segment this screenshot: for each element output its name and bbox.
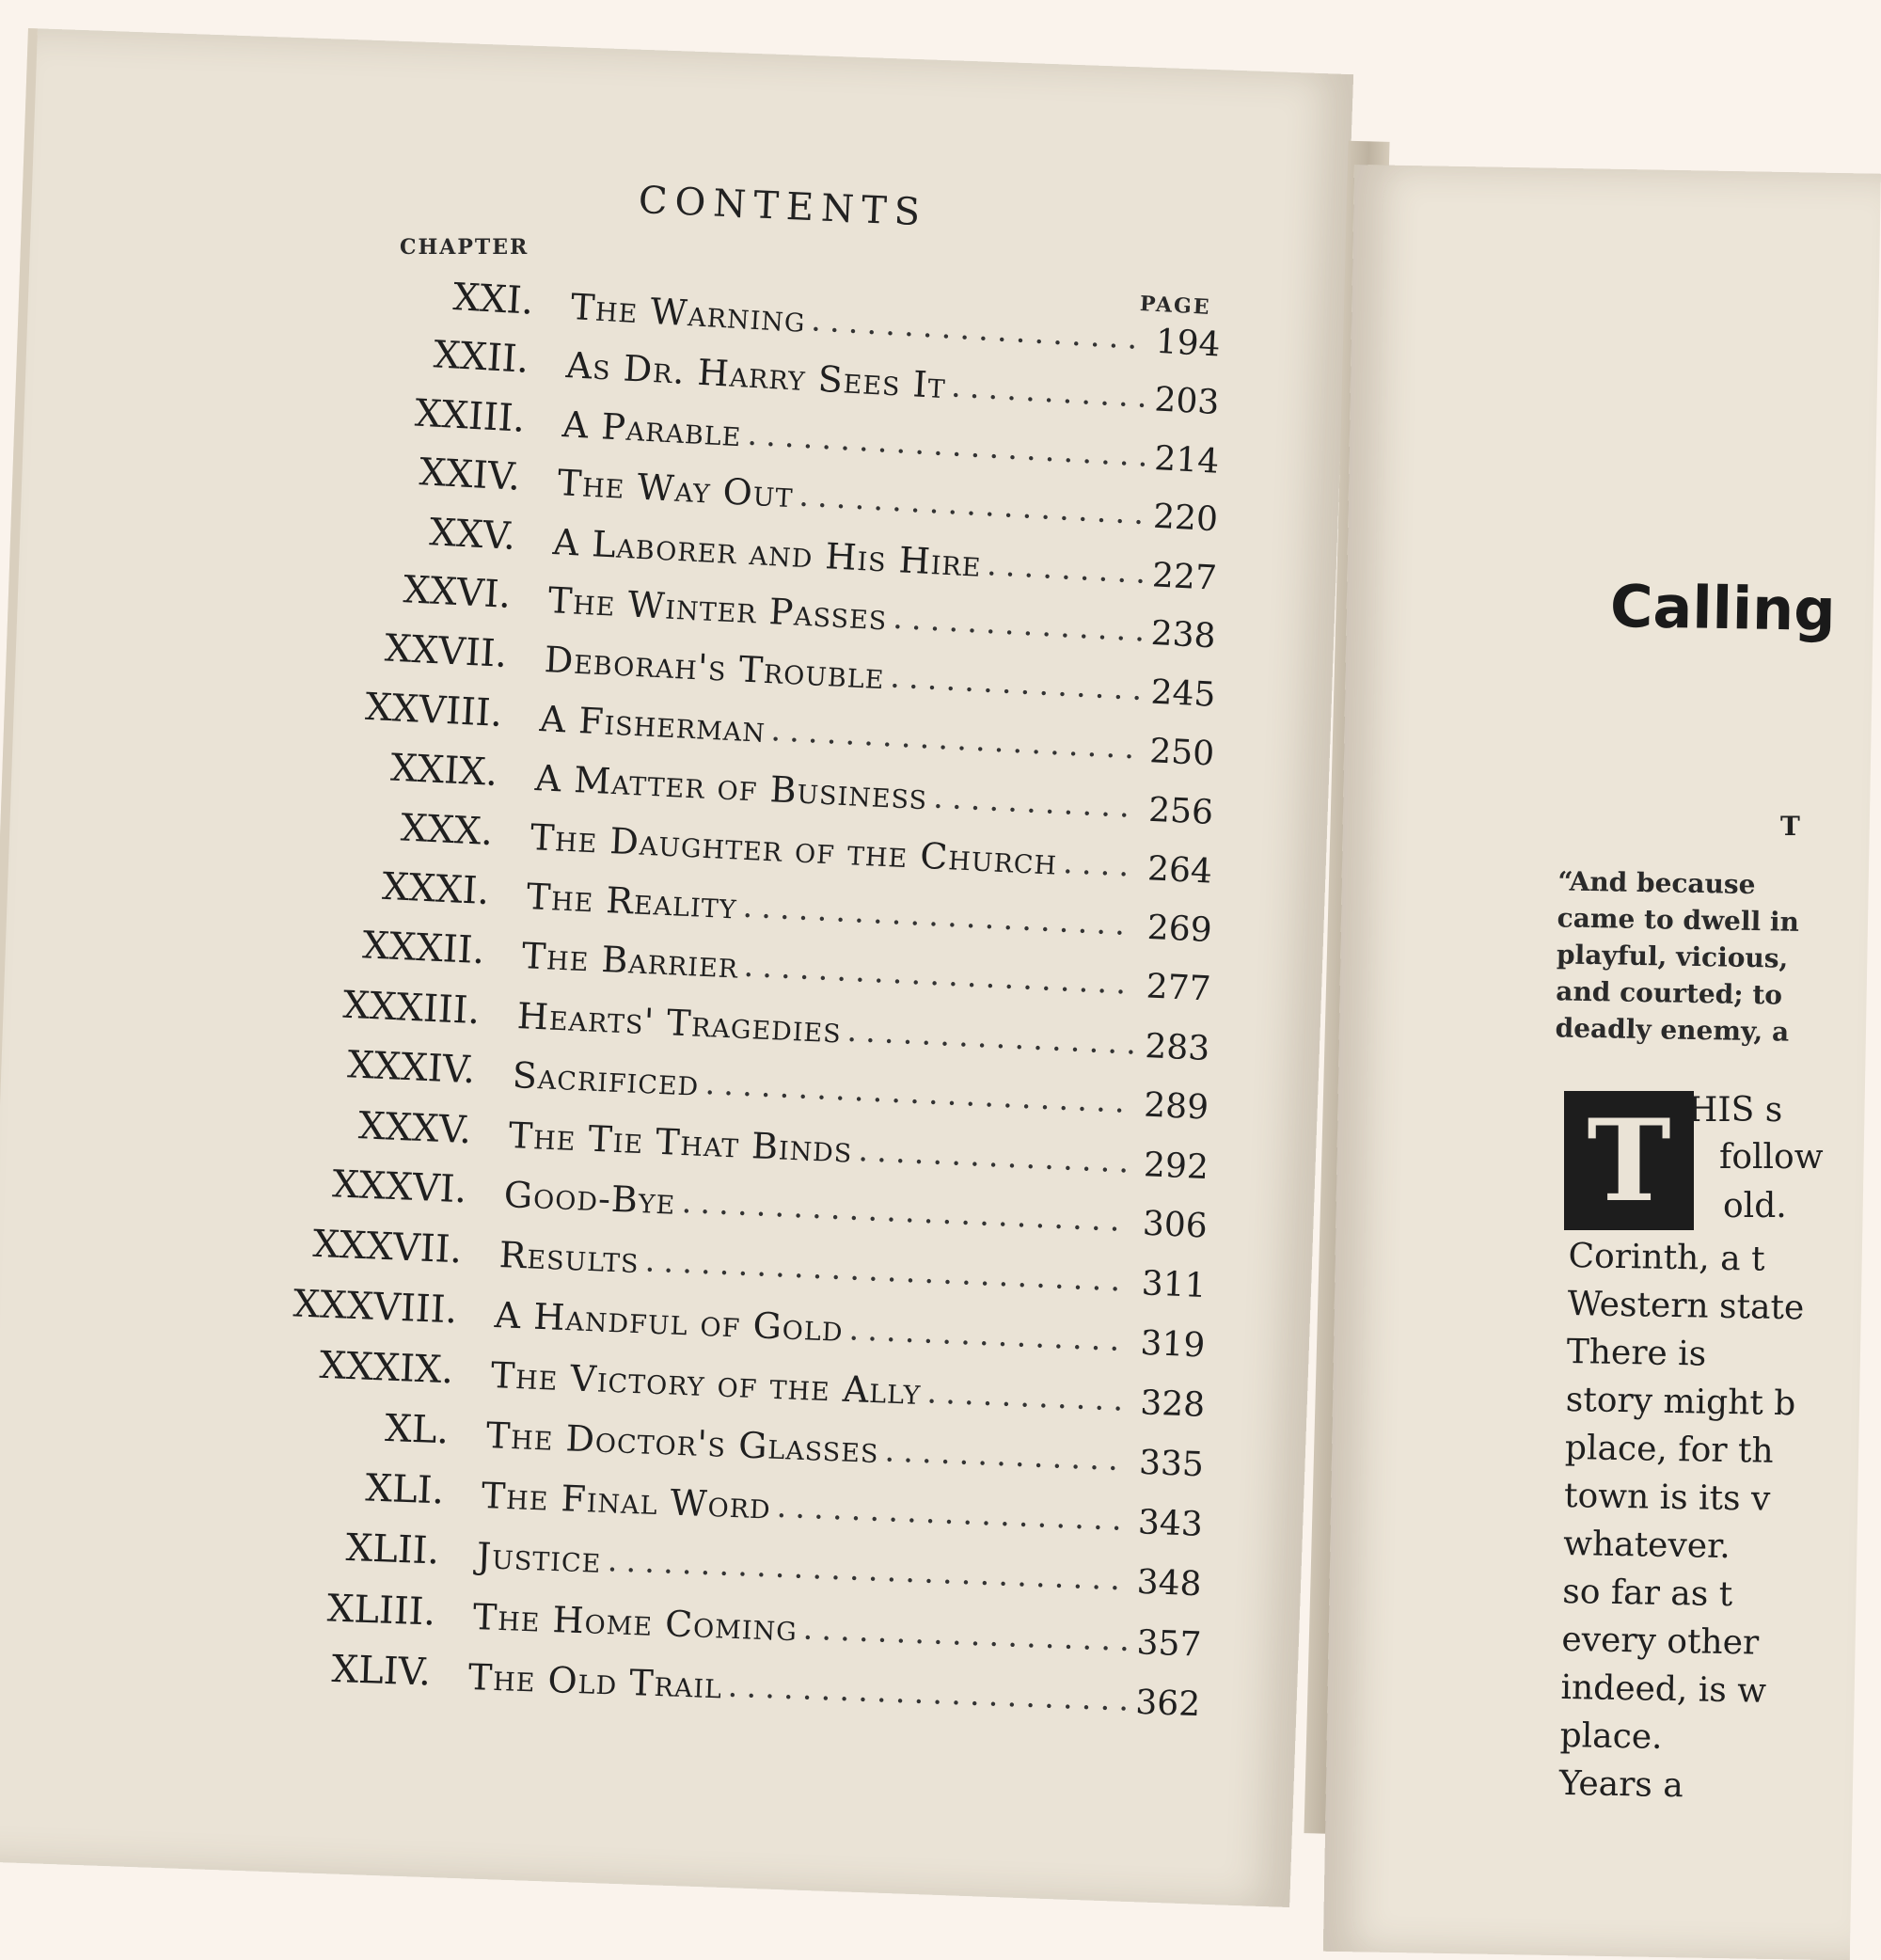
- page-number: 343: [1137, 1503, 1204, 1544]
- right-page-subheading: T: [1780, 811, 1800, 842]
- chapter-number: XXI.: [451, 276, 535, 324]
- leader-dots: ................: [846, 1011, 1146, 1063]
- chapter-title: As Dr. Harry Sees It: [564, 344, 948, 407]
- body-line: place, for th: [1564, 1428, 1775, 1471]
- chapter-title: Results: [498, 1234, 640, 1282]
- page-number: 289: [1143, 1085, 1210, 1128]
- page-number: 311: [1141, 1264, 1208, 1306]
- leader-dots: .....................: [742, 947, 1136, 1004]
- chapter-column-label: CHAPTER: [400, 235, 530, 260]
- body-line: Western state: [1567, 1284, 1805, 1328]
- chapter-title: Good-Bye: [502, 1174, 677, 1223]
- leader-dots: ..........................: [644, 1241, 1130, 1300]
- page-number: 328: [1139, 1383, 1206, 1425]
- leader-dots: ....: [1062, 843, 1139, 885]
- chapter-number: XXXI.: [380, 864, 490, 914]
- leader-dots: ..................: [801, 1609, 1139, 1659]
- chapter-title: The Final Word: [481, 1475, 772, 1527]
- page-number: 335: [1138, 1443, 1205, 1485]
- chapter-title: A Laborer and His Hire: [551, 520, 983, 585]
- chapter-title: A Fisherman: [538, 697, 767, 751]
- chapter-title: The Winter Passes: [547, 579, 889, 639]
- chapter-number: XLIV.: [330, 1647, 432, 1695]
- chapter-number: XXII.: [433, 333, 530, 383]
- chapter-number: XXXII.: [361, 924, 486, 973]
- page-number: 214: [1152, 438, 1220, 482]
- chapter-title: A Handful of Gold: [494, 1293, 845, 1350]
- chapter-title: The Victory of the Ally: [489, 1353, 922, 1413]
- chapter-number: XXXIII.: [341, 983, 482, 1033]
- chapter-number: XXXVI.: [331, 1162, 467, 1212]
- chapter-number: XXXIX.: [318, 1343, 454, 1393]
- chapter-number: XXXV.: [356, 1103, 472, 1152]
- leader-dots: ..............: [892, 599, 1155, 651]
- leader-dots: ..................: [810, 301, 1147, 358]
- leader-dots: ...........: [925, 1373, 1132, 1419]
- leader-dots: .......................: [704, 1065, 1135, 1122]
- drop-cap: T: [1564, 1091, 1694, 1230]
- chapter-number: XXIV.: [418, 450, 522, 499]
- page-number: 227: [1151, 555, 1218, 598]
- chapter-title: The Daughter of the Church: [530, 815, 1059, 883]
- leader-dots: ....................: [769, 711, 1145, 767]
- chapter-number: XXX.: [400, 806, 495, 854]
- body-line: whatever.: [1562, 1524, 1731, 1567]
- leader-dots: ...............: [857, 1130, 1138, 1181]
- body-line: town is its v: [1563, 1476, 1771, 1519]
- chapter-title: The Reality: [525, 876, 738, 927]
- chapter-number: XLIII.: [325, 1587, 436, 1635]
- page-number: 203: [1153, 380, 1221, 423]
- body-line: story might b: [1565, 1380, 1796, 1424]
- body-line: Years a: [1558, 1763, 1684, 1806]
- chapter-number: XXVIII.: [364, 685, 504, 735]
- chapter-number: XXVI.: [403, 568, 513, 618]
- body-line: every other: [1561, 1620, 1760, 1663]
- chapter-number: XLI.: [364, 1466, 446, 1513]
- chapter-number: XXIX.: [389, 746, 499, 795]
- page-number: 348: [1136, 1563, 1203, 1604]
- epigraph: [1555, 862, 1840, 1051]
- chapter-title: The Way Out: [556, 462, 795, 516]
- chapter-number: XLII.: [345, 1526, 441, 1573]
- leader-dots: ...................: [798, 476, 1154, 533]
- chapter-title: The Doctor's Glasses: [485, 1414, 880, 1471]
- chapter-title: Hearts' Tragedies: [516, 994, 843, 1051]
- body-line: so far as t: [1561, 1572, 1733, 1615]
- chapter-title: The Home Coming: [471, 1595, 798, 1649]
- right-page-title: Calling: [1609, 571, 1837, 645]
- leader-dots: ...........: [932, 778, 1140, 826]
- leader-dots: .............: [883, 1431, 1128, 1479]
- page-number: 238: [1150, 614, 1217, 656]
- body-line: old.: [1723, 1187, 1787, 1225]
- leader-dots: ...............: [848, 1310, 1130, 1360]
- body-line: place.: [1559, 1715, 1663, 1757]
- leader-dots: ......................: [746, 415, 1158, 475]
- chapter-number: XXIII.: [413, 391, 526, 441]
- body-line: HIS s: [1688, 1091, 1783, 1130]
- chapter-title: A Matter of Business: [533, 756, 929, 818]
- page-number: 277: [1145, 967, 1212, 1009]
- leader-dots: ..............: [889, 657, 1152, 709]
- page-number: 250: [1148, 731, 1215, 774]
- chapter-title: The Tie That Binds: [507, 1114, 854, 1171]
- chapter-title: The Barrier: [520, 935, 740, 987]
- page-number: 306: [1142, 1204, 1209, 1246]
- chapter-title: Deborah's Trouble: [543, 639, 886, 698]
- page-number: 319: [1140, 1323, 1207, 1366]
- chapter-title: The Old Trail: [467, 1656, 723, 1707]
- epigraph-line: and courted; to: [1556, 975, 1783, 1011]
- leader-dots: .....................: [741, 887, 1134, 944]
- leader-dots: .........: [986, 545, 1156, 592]
- page-column-label: PAGE: [1139, 292, 1212, 320]
- page-number: 264: [1146, 849, 1214, 892]
- body-line: Corinth, a t: [1568, 1236, 1765, 1279]
- chapter-number: XXXVII.: [311, 1222, 464, 1272]
- epigraph-line: came to dwell in: [1557, 902, 1800, 938]
- leader-dots: ...................: [776, 1487, 1131, 1539]
- page-number: 269: [1146, 908, 1213, 951]
- epigraph-line: “And because: [1557, 865, 1756, 901]
- leader-dots: ......................: [727, 1667, 1139, 1719]
- chapter-title: Sacrificed: [512, 1054, 701, 1104]
- body-text: [1558, 1232, 1805, 1811]
- page-number: 357: [1135, 1622, 1202, 1665]
- chapter-number: XL.: [384, 1406, 450, 1453]
- epigraph-line: playful, vicious,: [1556, 939, 1789, 974]
- chapter-number: XXV.: [428, 510, 517, 559]
- page-number: 362: [1134, 1683, 1201, 1725]
- epigraph-line: deadly enemy, a: [1555, 1012, 1790, 1048]
- chapter-number: XXXVIII.: [292, 1282, 459, 1333]
- chapter-title: The Warning: [569, 286, 807, 340]
- page-number: 220: [1151, 497, 1219, 540]
- chapter-number: XXXIV.: [346, 1043, 477, 1093]
- chapter-number: XXVII.: [383, 626, 508, 676]
- contents-heading: CONTENTS: [637, 179, 929, 235]
- leader-dots: ...........: [950, 367, 1158, 417]
- chapter-title: A Parable: [561, 403, 743, 454]
- page-number: 256: [1147, 790, 1215, 832]
- page-number: 283: [1144, 1026, 1211, 1068]
- body-line: follow: [1719, 1138, 1824, 1177]
- body-line: There is: [1566, 1332, 1707, 1374]
- page-number: 245: [1149, 672, 1216, 715]
- page-number: 292: [1142, 1145, 1209, 1187]
- leader-dots: ............................: [607, 1541, 1130, 1599]
- leader-dots: ........................: [680, 1183, 1130, 1241]
- page-number: 194: [1154, 322, 1222, 365]
- chapter-title: Justice: [476, 1535, 603, 1582]
- body-line: indeed, is w: [1560, 1668, 1767, 1711]
